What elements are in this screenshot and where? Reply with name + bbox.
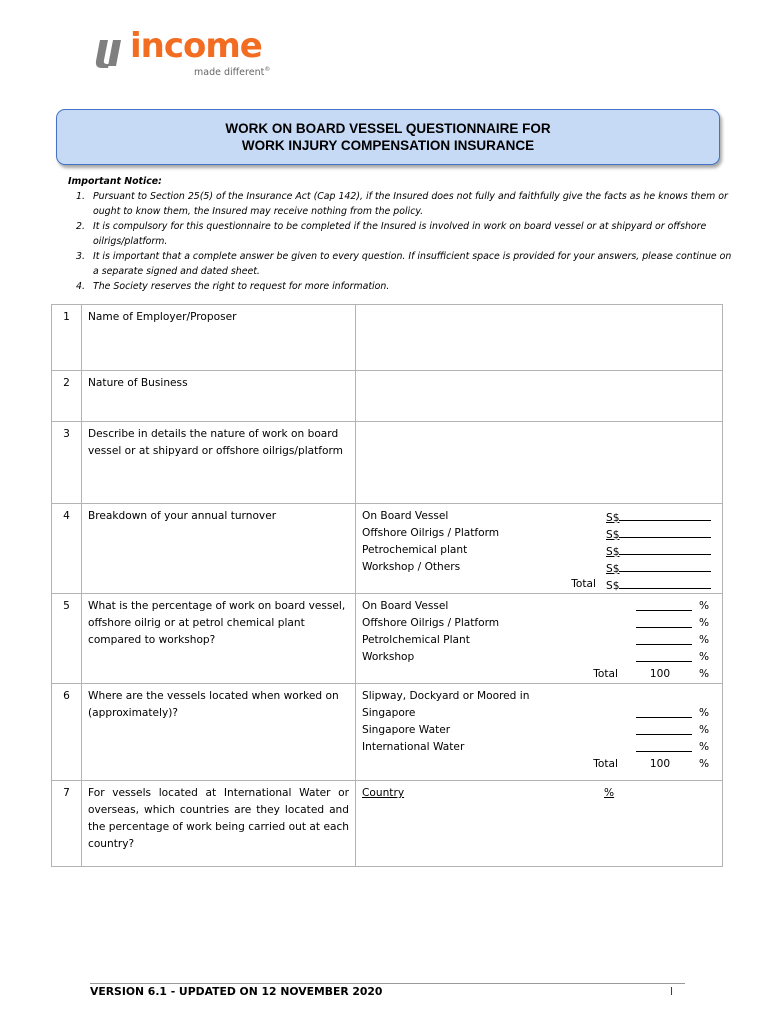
document-title-box bbox=[56, 109, 720, 165]
turnover-row: Petrochemical plant S$ bbox=[362, 542, 716, 559]
country-percentage-header bbox=[362, 785, 716, 802]
pct-petrochemical-field[interactable] bbox=[628, 632, 692, 649]
question-number: 2 bbox=[52, 371, 82, 422]
question-text: Describe in details the nature of work on board vessel or at shipyard or offshore oilrigs/platform bbox=[82, 422, 356, 504]
notice-heading: Important Notice: bbox=[68, 176, 162, 187]
pct-workshop-field[interactable] bbox=[628, 649, 692, 666]
income-logo-wordmark: income bbox=[130, 26, 262, 66]
question-text: Where are the vessels located when worked on (approximately)? bbox=[82, 684, 356, 781]
work-percentage-row: Offshore Oilrigs / Platform % bbox=[362, 615, 716, 632]
turnover-total-field[interactable]: S$ bbox=[606, 576, 716, 593]
vessel-location-total-row: Total 100 % bbox=[593, 758, 710, 770]
percent-column-label: % bbox=[604, 787, 615, 799]
notice-item: 4. The Society reserves the right to request for more information. bbox=[76, 281, 390, 292]
question-text: What is the percentage of work on board vessel, offshore oilrig or at petrol chemical plant compared to workshop? bbox=[82, 594, 356, 684]
vessel-location-row: Singapore Water % bbox=[362, 722, 716, 739]
pct-singapore-water-field[interactable] bbox=[628, 722, 692, 739]
question-row-3 bbox=[52, 422, 723, 504]
income-logo-mark-icon bbox=[94, 34, 128, 70]
income-logo-tagline: made different® bbox=[194, 66, 271, 79]
notice-item: 1. Pursuant to Section 25(5) of the Insurance Act (Cap 142), if the Insured does not fully and faithfully give the facts as he knows them or ought to know them, the Insured may receive nothing from the policy. bbox=[76, 191, 728, 217]
turnover-offshore-field[interactable]: S$ bbox=[606, 525, 716, 542]
question-row-2 bbox=[52, 371, 723, 422]
question-number: 1 bbox=[52, 305, 82, 371]
pct-singapore-field[interactable] bbox=[628, 705, 692, 722]
nature-of-business-answer[interactable] bbox=[356, 371, 723, 422]
turnover-breakdown-answer bbox=[356, 504, 723, 594]
country-column-label: Country bbox=[362, 787, 405, 799]
page-number: l bbox=[670, 985, 674, 998]
question-text: For vessels located at International Water or overseas, which countries are they located and the percentage of work being carried out at each country? bbox=[82, 781, 356, 867]
work-percentage-row: Petrolchemical Plant % bbox=[362, 632, 716, 649]
work-percentage-answer bbox=[356, 594, 723, 684]
vessel-location-row: Singapore % bbox=[362, 705, 716, 722]
turnover-workshop-field[interactable]: S$ bbox=[606, 559, 716, 576]
employer-name-answer[interactable] bbox=[356, 305, 723, 371]
pct-international-water-field[interactable] bbox=[628, 739, 692, 756]
question-row-7 bbox=[52, 781, 723, 867]
vessel-location-answer bbox=[356, 684, 723, 781]
work-percentage-row: Workshop % bbox=[362, 649, 716, 666]
footer-divider bbox=[90, 983, 685, 984]
question-row-6 bbox=[52, 684, 723, 781]
work-percentage-total-row: Total 100 % bbox=[593, 668, 710, 680]
document-title-line-1: WORK ON BOARD VESSEL QUESTIONNAIRE FOR bbox=[225, 121, 551, 136]
income-logo bbox=[90, 26, 290, 80]
notice-item: 3. It is important that a complete answer be given to every question. If insufficient space is provided for your answers, please continue on a separate signed and dated sheet. bbox=[76, 251, 732, 277]
document-title-line-2: WORK INJURY COMPENSATION INSURANCE bbox=[241, 138, 535, 153]
work-percentage-row: On Board Vessel % bbox=[362, 598, 716, 615]
question-text: Nature of Business bbox=[82, 371, 356, 422]
notice-item: 2. It is compulsory for this questionnaire to be completed if the Insured is involved in work on board vessel or at shipyard or offshore oilrigs/platform. bbox=[76, 221, 707, 247]
turnover-on-board-vessel-field[interactable]: S$ bbox=[606, 508, 716, 525]
question-number: 4 bbox=[52, 504, 82, 594]
question-text: Breakdown of your annual turnover bbox=[82, 504, 356, 594]
question-row-5 bbox=[52, 594, 723, 684]
country-percentage-answer[interactable] bbox=[356, 781, 723, 867]
question-number: 3 bbox=[52, 422, 82, 504]
question-number: 7 bbox=[52, 781, 82, 867]
turnover-row: Offshore Oilrigs / Platform S$ bbox=[362, 525, 716, 542]
turnover-petrochemical-field[interactable]: S$ bbox=[606, 542, 716, 559]
work-description-answer[interactable] bbox=[356, 422, 723, 504]
question-number: 5 bbox=[52, 594, 82, 684]
turnover-row: On Board Vessel S$ bbox=[362, 508, 716, 525]
turnover-row: Workshop / Others S$ bbox=[362, 559, 716, 576]
vessel-location-row: International Water % bbox=[362, 739, 716, 756]
pct-offshore-field[interactable] bbox=[628, 615, 692, 632]
important-notice bbox=[56, 174, 736, 294]
question-row-1 bbox=[52, 305, 723, 371]
question-text: Name of Employer/Proposer bbox=[82, 305, 356, 371]
questionnaire-table bbox=[51, 304, 723, 867]
footer-version: VERSION 6.1 - UPDATED ON 12 NOVEMBER 2020 bbox=[90, 985, 383, 998]
turnover-total-row: Total S$ bbox=[362, 576, 716, 593]
question-number: 6 bbox=[52, 684, 82, 781]
vessel-location-heading: Slipway, Dockyard or Moored in bbox=[362, 690, 530, 702]
pct-on-board-vessel-field[interactable] bbox=[628, 598, 692, 615]
question-row-4 bbox=[52, 504, 723, 594]
